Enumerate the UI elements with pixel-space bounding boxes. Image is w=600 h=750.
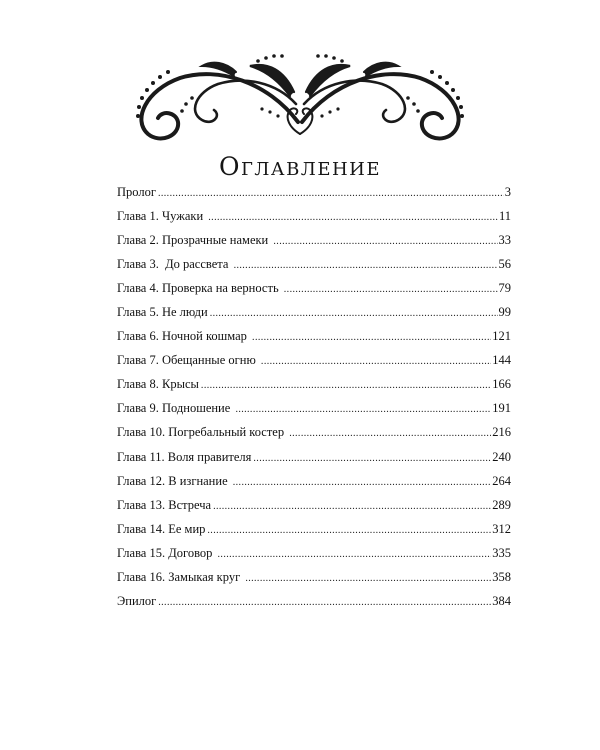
toc-page-number: 144 [492,353,511,368]
toc-entry [117,256,511,280]
toc-entry [117,521,511,545]
toc-entry-title: Эпилог [117,593,157,608]
toc-page-number: 166 [492,377,511,392]
toc-page-number: 99 [498,305,511,320]
dot-leader [234,258,498,274]
dot-leader [213,499,491,515]
toc-page-number: 79 [498,281,511,296]
dot-leader [158,186,504,202]
toc-page-number: 3 [504,185,511,199]
toc-entry [117,280,511,304]
toc-page-number: 264 [492,473,511,488]
toc-entry [117,208,511,232]
toc-entry [117,449,511,473]
toc-entry [117,184,511,208]
toc-entry-title: Глава 2. Прозрачные намеки [117,233,272,248]
toc-entry [117,424,511,448]
toc-entry [117,304,511,328]
toc-page-number: 289 [492,497,511,512]
toc-page-number: 312 [492,521,511,536]
toc-entry [117,593,511,617]
toc-entry-title: Глава 16. Замыкая круг [117,569,244,584]
toc-entry [117,497,511,521]
page-title: Оглавление [219,152,381,181]
dot-leader [252,330,491,346]
dot-leader [158,595,491,611]
toc-page-number: 33 [498,233,511,248]
dot-leader [207,523,491,539]
toc-entry-title: Глава 8. Крысы [117,377,199,392]
toc-entry [117,328,511,352]
toc-entry [117,473,511,497]
dot-leader [261,354,491,370]
dot-leader [208,210,498,226]
dot-leader [245,571,491,587]
dot-leader [201,378,491,394]
toc-page-number: 11 [498,209,511,224]
toc-page-number: 121 [492,329,511,344]
toc-entry [117,352,511,376]
toc-page-number: 240 [492,449,511,464]
dot-leader [289,426,491,442]
dot-leader [218,547,492,563]
toc-entry [117,376,511,400]
dot-leader [235,402,491,418]
toc-page-number: 216 [492,425,511,440]
dot-leader [210,306,498,322]
toc-entry [117,545,511,569]
toc-page-number: 335 [492,545,511,560]
table-of-contents [117,184,511,617]
toc-entry-title: Глава 9. Подношение [117,401,234,416]
toc-page-number: 384 [492,593,511,608]
toc-entry-title: Пролог [117,185,156,199]
toc-entry-title: Глава 7. Обещанные огню [117,353,259,368]
toc-entry-title: Глава 13. Встреча [117,497,212,512]
toc-entry-title: Глава 11. Воля правителя [117,449,252,464]
toc-page-number: 56 [498,257,511,272]
toc-entry-title: Глава 5. Не люди [117,305,208,320]
toc-entry-title: Глава 1. Чужаки [117,209,207,224]
dot-leader [253,451,491,467]
dot-leader [284,282,498,298]
toc-page-number: 191 [492,401,511,416]
toc-entry-title: Глава 6. Ночной кошмар [117,329,251,344]
toc-entry [117,232,511,256]
toc-entry-title: Глава 3. До рассвета [117,257,232,272]
dot-leader [273,234,497,250]
toc-entry [117,569,511,593]
toc-entry-title: Глава 10. Погребальный костер [117,425,288,440]
toc-entry [117,400,511,424]
toc-entry-title: Глава 15. Договор [117,545,216,560]
toc-entry-title: Глава 12. В изгнание [117,473,231,488]
floral-flourish-icon [118,52,482,144]
dot-leader [233,475,492,491]
toc-page-number: 358 [492,569,511,584]
toc-entry-title: Глава 4. Проверка на верность [117,281,282,296]
toc-entry-title: Глава 14. Ее мир [117,521,206,536]
